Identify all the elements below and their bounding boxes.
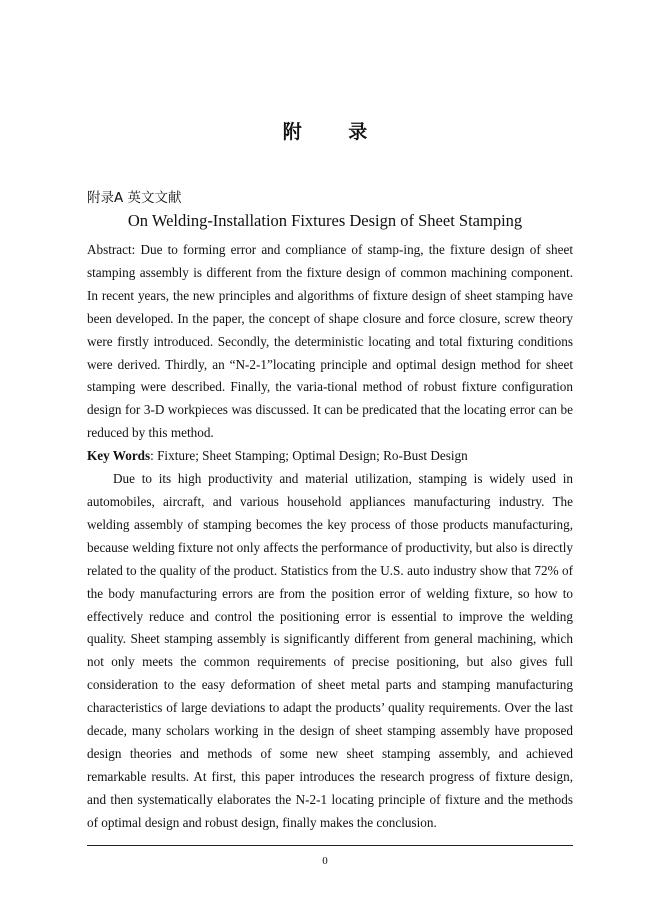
document-body [87, 239, 573, 835]
keywords-line [87, 445, 573, 468]
keywords-label: Key Words [87, 448, 151, 464]
intro-paragraph: Due to its high productivity and material utilization, stamping is widely used in automobiles, aircraft, and various household appliances manufacturing industry. The welding assembly of stamping becomes the key process of those products manufacturing, because welding fixture not only affects the performance of productivity, but also is directly related to the quality of the product. Statistics from the U.S. auto industry show that 72% of the body manufacturing errors are from the position error of welding fixture, so how to effectively reduce and control the positioning error is essential to improve the welding quality. Sheet stamping assembly is significantly different from general machining, which not only meets the common requirements of precise positioning, but also gives full consideration to the easy deformation of sheet metal parts and stamping manufacturing characteristics of large deviations to adapt the products’ quality requirements. Over the last decade, many scholars working in the design of sheet stamping assembly have proposed design theories and methods of some new sheet stamping assembly, and achieved remarkable results. At first, this paper introduces the research progress of fixture design, and then systematically elaborates the N-2-1 locating principle of fixture and the methods of optimal design and robust design, finally makes the conclusion. [87, 471, 573, 830]
footer-divider [87, 845, 573, 846]
section-label: 附录A 英文文献 [87, 190, 182, 206]
chapter-title: 附 录 [282, 121, 388, 143]
abstract-paragraph: Abstract: Due to forming error and compliance of stamp-ing, the fixture design of sheet stamping assembly is different from the fixture design of common machining component. In recent years, the new principles and algorithms of fixture design of sheet stamping have been developed. In the paper, the concept of shape closure and force closure, screw theory were firstly introduced. Secondly, the deterministic locating and total fixturing conditions were derived. Thirdly, an “N-2-1”locating principle and optimal design method for sheet stamping were described. Finally, the varia-tional method of robust fixture configuration design for 3-D workpieces was discussed. It can be predicated that the locating error can be reduced by this method. [87, 242, 573, 441]
paper-title: On Welding-Installation Fixtures Design of Sheet Stamping [127, 211, 523, 230]
page-number: 0 [322, 855, 328, 867]
keywords-text: : Fixture; Sheet Stamping; Optimal Design; Ro-Bust Design [150, 448, 468, 464]
